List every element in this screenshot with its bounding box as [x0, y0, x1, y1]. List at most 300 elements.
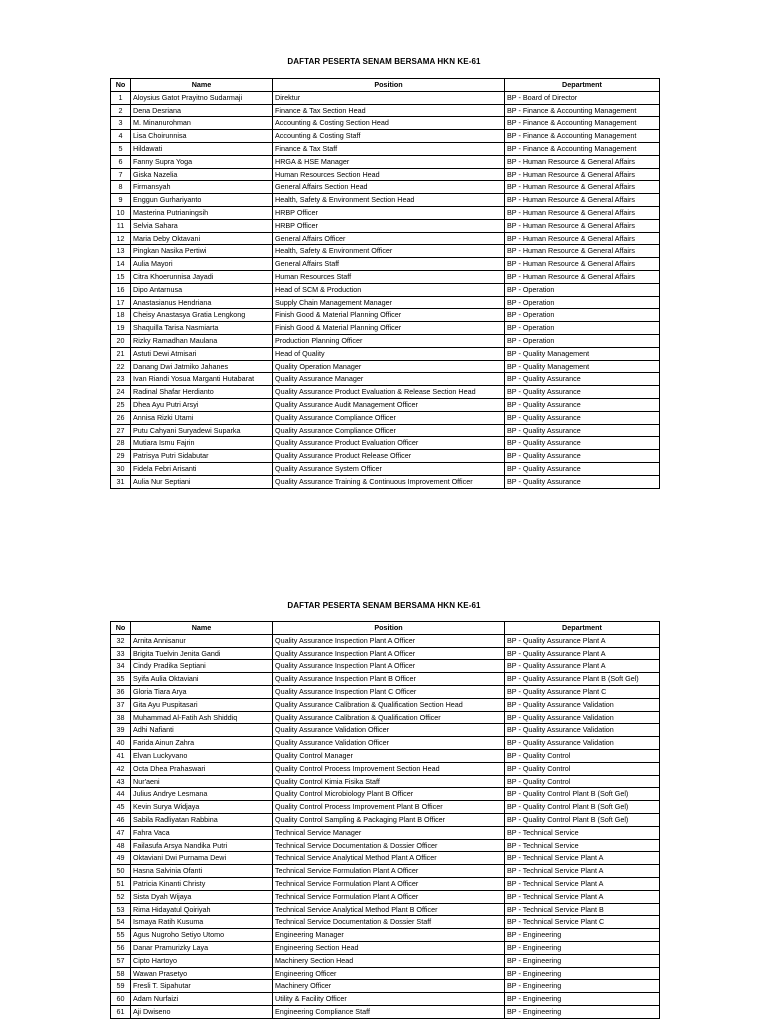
table-row — [111, 877, 660, 890]
table-row — [111, 424, 660, 437]
table-row — [111, 334, 660, 347]
cell-department: BP - Quality Assurance Validation — [505, 724, 660, 737]
cell-department: BP - Human Resource & General Affairs — [505, 155, 660, 168]
cell-position: HRBP Officer — [273, 219, 505, 232]
cell-no: 14 — [111, 258, 131, 271]
cell-name: Agus Nugroho Setiyo Utomo — [131, 929, 273, 942]
cell-position: Head of SCM & Production — [273, 283, 505, 296]
header-position: Position — [273, 79, 505, 92]
cell-name: Fresli T. Sipahutar — [131, 980, 273, 993]
table-header-row — [111, 622, 660, 635]
cell-no: 42 — [111, 762, 131, 775]
table-row — [111, 634, 660, 647]
cell-position: Quality Assurance Training & Continuous Improvement Officer — [273, 475, 505, 488]
table-row — [111, 181, 660, 194]
table-row — [111, 941, 660, 954]
cell-department: BP - Human Resource & General Affairs — [505, 194, 660, 207]
cell-position: Technical Service Analytical Method Plant B Officer — [273, 903, 505, 916]
cell-name: M. Minanurohman — [131, 117, 273, 130]
cell-department: BP - Quality Assurance Validation — [505, 711, 660, 724]
cell-no: 53 — [111, 903, 131, 916]
cell-name: Firmansyah — [131, 181, 273, 194]
cell-position: Production Planning Officer — [273, 334, 505, 347]
cell-position: Quality Assurance Product Evaluation & Release Section Head — [273, 386, 505, 399]
table-row — [111, 270, 660, 283]
cell-position: Head of Quality — [273, 347, 505, 360]
table-row — [111, 890, 660, 903]
cell-department: BP - Finance & Accounting Management — [505, 130, 660, 143]
cell-name: Syifa Aulia Oktaviani — [131, 673, 273, 686]
cell-no: 56 — [111, 941, 131, 954]
table-row — [111, 309, 660, 322]
cell-position: Quality Assurance System Officer — [273, 462, 505, 475]
cell-name: Ivan Riandi Yosua Marganti Hutabarat — [131, 373, 273, 386]
table-row — [111, 967, 660, 980]
cell-no: 33 — [111, 647, 131, 660]
table-row — [111, 373, 660, 386]
cell-department: BP - Quality Assurance Plant A — [505, 660, 660, 673]
cell-no: 2 — [111, 104, 131, 117]
cell-name: Wawan Prasetyo — [131, 967, 273, 980]
cell-no: 24 — [111, 386, 131, 399]
cell-position: Quality Control Microbiology Plant B Officer — [273, 788, 505, 801]
cell-no: 46 — [111, 813, 131, 826]
cell-department: BP - Quality Control Plant B (Soft Gel) — [505, 801, 660, 814]
cell-department: BP - Quality Control — [505, 775, 660, 788]
cell-no: 51 — [111, 877, 131, 890]
table-row — [111, 258, 660, 271]
header-position: Position — [273, 622, 505, 635]
cell-position: Quality Control Sampling & Packaging Plant B Officer — [273, 813, 505, 826]
cell-name: Rima Hidayatul Qoiriyah — [131, 903, 273, 916]
cell-position: Quality Assurance Inspection Plant B Officer — [273, 673, 505, 686]
cell-position: Finance & Tax Section Head — [273, 104, 505, 117]
cell-department: BP - Quality Assurance Plant A — [505, 647, 660, 660]
cell-name: Aji Dwiseno — [131, 1005, 273, 1018]
table-row — [111, 916, 660, 929]
cell-department: BP - Quality Assurance — [505, 475, 660, 488]
table-row — [111, 206, 660, 219]
cell-position: Quality Assurance Calibration & Qualification Section Head — [273, 698, 505, 711]
table-row — [111, 194, 660, 207]
cell-no: 17 — [111, 296, 131, 309]
table-row — [111, 775, 660, 788]
header-name: Name — [131, 79, 273, 92]
cell-no: 21 — [111, 347, 131, 360]
cell-department: BP - Quality Assurance — [505, 411, 660, 424]
cell-department: BP - Human Resource & General Affairs — [505, 232, 660, 245]
cell-department: BP - Technical Service Plant A — [505, 877, 660, 890]
cell-position: Quality Assurance Inspection Plant A Officer — [273, 660, 505, 673]
header-no: No — [111, 79, 131, 92]
cell-no: 23 — [111, 373, 131, 386]
table-body-1 — [111, 91, 660, 488]
cell-no: 16 — [111, 283, 131, 296]
cell-name: Masterina Putrianingsih — [131, 206, 273, 219]
cell-name: Selvia Sahara — [131, 219, 273, 232]
cell-position: Finish Good & Material Planning Officer — [273, 309, 505, 322]
cell-name: Sista Dyah Wijaya — [131, 890, 273, 903]
cell-name: Julius Andrye Lesmana — [131, 788, 273, 801]
cell-department: BP - Operation — [505, 283, 660, 296]
cell-department: BP - Operation — [505, 322, 660, 335]
table-row — [111, 839, 660, 852]
table-row — [111, 788, 660, 801]
cell-name: Gita Ayu Puspitasari — [131, 698, 273, 711]
cell-no: 45 — [111, 801, 131, 814]
cell-name: Elvan Luckyvano — [131, 749, 273, 762]
table-row — [111, 168, 660, 181]
cell-department: BP - Quality Control Plant B (Soft Gel) — [505, 813, 660, 826]
cell-position: HRGA & HSE Manager — [273, 155, 505, 168]
cell-no: 43 — [111, 775, 131, 788]
cell-department: BP - Quality Assurance — [505, 424, 660, 437]
table-row — [111, 142, 660, 155]
cell-name: Pingkan Nasika Pertiwi — [131, 245, 273, 258]
cell-department: BP - Finance & Accounting Management — [505, 142, 660, 155]
cell-no: 19 — [111, 322, 131, 335]
cell-no: 29 — [111, 450, 131, 463]
cell-no: 1 — [111, 91, 131, 104]
cell-name: Citra Khoerunnisa Jayadi — [131, 270, 273, 283]
cell-department: BP - Human Resource & General Affairs — [505, 270, 660, 283]
cell-position: Quality Assurance Inspection Plant A Officer — [273, 634, 505, 647]
cell-name: Putu Cahyani Suryadewi Suparka — [131, 424, 273, 437]
cell-position: Quality Control Process Improvement Section Head — [273, 762, 505, 775]
table-row — [111, 117, 660, 130]
cell-department: BP - Quality Control Plant B (Soft Gel) — [505, 788, 660, 801]
table-row — [111, 660, 660, 673]
cell-position: Technical Service Documentation & Dossier Officer — [273, 839, 505, 852]
table-body-2 — [111, 634, 660, 1018]
page-title-1: DAFTAR PESERTA SENAM BERSAMA HKN KE-61 — [287, 57, 481, 66]
cell-name: Cindy Pradika Septiani — [131, 660, 273, 673]
page-title-2: DAFTAR PESERTA SENAM BERSAMA HKN KE-61 — [287, 601, 481, 610]
cell-no: 18 — [111, 309, 131, 322]
table-row — [111, 232, 660, 245]
table-row — [111, 698, 660, 711]
table-row — [111, 155, 660, 168]
cell-no: 44 — [111, 788, 131, 801]
cell-position: Engineering Section Head — [273, 941, 505, 954]
cell-name: Cheisy Anastasya Gratia Lengkong — [131, 309, 273, 322]
table-row — [111, 437, 660, 450]
cell-department: BP - Engineering — [505, 967, 660, 980]
cell-name: Aloysius Gatot Prayitno Sudarmaji — [131, 91, 273, 104]
cell-name: Patrisya Putri Sidabutar — [131, 450, 273, 463]
cell-no: 50 — [111, 865, 131, 878]
table-row — [111, 801, 660, 814]
cell-department: BP - Operation — [505, 296, 660, 309]
cell-position: Finish Good & Material Planning Officer — [273, 322, 505, 335]
cell-name: Enggun Gurhariyanto — [131, 194, 273, 207]
cell-no: 12 — [111, 232, 131, 245]
cell-department: BP - Engineering — [505, 941, 660, 954]
header-department: Department — [505, 622, 660, 635]
cell-department: BP - Engineering — [505, 954, 660, 967]
cell-position: Quality Control Kimia Fisika Staff — [273, 775, 505, 788]
cell-no: 31 — [111, 475, 131, 488]
cell-department: BP - Quality Assurance Plant C — [505, 685, 660, 698]
table-row — [111, 865, 660, 878]
cell-department: BP - Finance & Accounting Management — [505, 117, 660, 130]
cell-department: BP - Quality Management — [505, 347, 660, 360]
table-row — [111, 360, 660, 373]
cell-name: Anastasianus Hendriana — [131, 296, 273, 309]
cell-position: Engineering Compliance Staff — [273, 1005, 505, 1018]
cell-position: Quality Assurance Validation Officer — [273, 737, 505, 750]
table-row — [111, 398, 660, 411]
table-row — [111, 647, 660, 660]
cell-name: Astuti Dewi Atmisari — [131, 347, 273, 360]
cell-no: 61 — [111, 1005, 131, 1018]
cell-name: Farida Ainun Zahra — [131, 737, 273, 750]
cell-name: Aulia Mayori — [131, 258, 273, 271]
cell-department: BP - Quality Assurance — [505, 437, 660, 450]
cell-position: Machinery Officer — [273, 980, 505, 993]
cell-no: 32 — [111, 634, 131, 647]
cell-position: Machinery Section Head — [273, 954, 505, 967]
cell-no: 47 — [111, 826, 131, 839]
cell-no: 9 — [111, 194, 131, 207]
cell-name: Mutiara Ismu Fajrin — [131, 437, 273, 450]
cell-position: Supply Chain Management Manager — [273, 296, 505, 309]
table-row — [111, 386, 660, 399]
table-header-row — [111, 79, 660, 92]
table-row — [111, 91, 660, 104]
cell-name: Arnita Annisanur — [131, 634, 273, 647]
cell-no: 55 — [111, 929, 131, 942]
cell-no: 22 — [111, 360, 131, 373]
cell-department: BP - Operation — [505, 334, 660, 347]
cell-department: BP - Technical Service Plant A — [505, 890, 660, 903]
cell-name: Cipto Hartoyo — [131, 954, 273, 967]
table-row — [111, 852, 660, 865]
cell-position: Technical Service Formulation Plant A Officer — [273, 865, 505, 878]
table-row — [111, 813, 660, 826]
cell-no: 41 — [111, 749, 131, 762]
cell-no: 58 — [111, 967, 131, 980]
participants-table-1 — [110, 78, 660, 489]
cell-name: Dena Desriana — [131, 104, 273, 117]
cell-position: Health, Safety & Environment Section Head — [273, 194, 505, 207]
cell-position: Quality Operation Manager — [273, 360, 505, 373]
cell-department: BP - Operation — [505, 309, 660, 322]
cell-no: 6 — [111, 155, 131, 168]
cell-position: Quality Control Manager — [273, 749, 505, 762]
cell-name: Gloria Tiara Arya — [131, 685, 273, 698]
cell-department: BP - Technical Service — [505, 826, 660, 839]
cell-position: Quality Assurance Inspection Plant C Officer — [273, 685, 505, 698]
cell-position: Accounting & Costing Staff — [273, 130, 505, 143]
cell-no: 13 — [111, 245, 131, 258]
cell-department: BP - Quality Assurance — [505, 450, 660, 463]
cell-department: BP - Quality Assurance Validation — [505, 737, 660, 750]
cell-name: Rizky Ramadhan Maulana — [131, 334, 273, 347]
cell-position: Engineering Officer — [273, 967, 505, 980]
cell-no: 49 — [111, 852, 131, 865]
table-row — [111, 475, 660, 488]
cell-department: BP - Engineering — [505, 993, 660, 1006]
cell-name: Aulia Nur Septiani — [131, 475, 273, 488]
cell-name: Adam Nurfaizi — [131, 993, 273, 1006]
table-row — [111, 685, 660, 698]
table-row — [111, 347, 660, 360]
cell-name: Dhea Ayu Putri Arsyi — [131, 398, 273, 411]
cell-no: 40 — [111, 737, 131, 750]
table-row — [111, 737, 660, 750]
cell-no: 8 — [111, 181, 131, 194]
cell-position: Quality Assurance Validation Officer — [273, 724, 505, 737]
table-row — [111, 450, 660, 463]
cell-department: BP - Human Resource & General Affairs — [505, 206, 660, 219]
header-name: Name — [131, 622, 273, 635]
cell-no: 27 — [111, 424, 131, 437]
cell-no: 39 — [111, 724, 131, 737]
cell-no: 20 — [111, 334, 131, 347]
cell-no: 28 — [111, 437, 131, 450]
cell-position: Accounting & Costing Section Head — [273, 117, 505, 130]
table-row — [111, 762, 660, 775]
cell-no: 15 — [111, 270, 131, 283]
cell-position: General Affairs Section Head — [273, 181, 505, 194]
cell-position: Technical Service Formulation Plant A Officer — [273, 890, 505, 903]
cell-department: BP - Quality Assurance Plant B (Soft Gel) — [505, 673, 660, 686]
cell-no: 60 — [111, 993, 131, 1006]
cell-no: 36 — [111, 685, 131, 698]
cell-department: BP - Technical Service Plant C — [505, 916, 660, 929]
cell-department: BP - Quality Control — [505, 749, 660, 762]
cell-no: 25 — [111, 398, 131, 411]
cell-name: Shaquilla Tarisa Nasmiarta — [131, 322, 273, 335]
cell-position: Quality Assurance Compliance Officer — [273, 411, 505, 424]
cell-no: 34 — [111, 660, 131, 673]
cell-name: Muhammad Al-Fatih Ash Shiddiq — [131, 711, 273, 724]
table-row — [111, 993, 660, 1006]
cell-position: Quality Assurance Manager — [273, 373, 505, 386]
cell-department: BP - Quality Control — [505, 762, 660, 775]
cell-no: 38 — [111, 711, 131, 724]
cell-department: BP - Finance & Accounting Management — [505, 104, 660, 117]
header-department: Department — [505, 79, 660, 92]
cell-department: BP - Engineering — [505, 929, 660, 942]
cell-name: Octa Dhea Prahaswari — [131, 762, 273, 775]
cell-name: Hildawati — [131, 142, 273, 155]
cell-position: Quality Assurance Audit Management Officer — [273, 398, 505, 411]
cell-department: BP - Quality Assurance Validation — [505, 698, 660, 711]
cell-department: BP - Quality Assurance — [505, 462, 660, 475]
table-row — [111, 980, 660, 993]
cell-department: BP - Board of Director — [505, 91, 660, 104]
cell-department: BP - Quality Management — [505, 360, 660, 373]
cell-position: Human Resources Staff — [273, 270, 505, 283]
cell-name: Nur'aeni — [131, 775, 273, 788]
table-row — [111, 673, 660, 686]
cell-position: Quality Assurance Product Evaluation Officer — [273, 437, 505, 450]
cell-position: Human Resources Section Head — [273, 168, 505, 181]
cell-name: Radinal Shafar Herdianto — [131, 386, 273, 399]
cell-position: Technical Service Manager — [273, 826, 505, 839]
cell-department: BP - Quality Assurance — [505, 398, 660, 411]
cell-name: Maria Deby Oktavani — [131, 232, 273, 245]
cell-position: Technical Service Analytical Method Plant A Officer — [273, 852, 505, 865]
cell-name: Annisa Rizki Utami — [131, 411, 273, 424]
cell-department: BP - Quality Assurance — [505, 386, 660, 399]
cell-position: Technical Service Formulation Plant A Officer — [273, 877, 505, 890]
cell-no: 26 — [111, 411, 131, 424]
cell-position: HRBP Officer — [273, 206, 505, 219]
cell-position: Utility & Facility Officer — [273, 993, 505, 1006]
cell-position: General Affairs Staff — [273, 258, 505, 271]
cell-no: 35 — [111, 673, 131, 686]
cell-department: BP - Human Resource & General Affairs — [505, 258, 660, 271]
table-row — [111, 826, 660, 839]
cell-name: Hasna Salvinia Ofanti — [131, 865, 273, 878]
header-no: No — [111, 622, 131, 635]
cell-name: Brigita Tuelvin Jenita Gandi — [131, 647, 273, 660]
cell-no: 48 — [111, 839, 131, 852]
participants-table-2 — [110, 621, 660, 1019]
cell-name: Danang Dwi Jatmiko Jahanes — [131, 360, 273, 373]
table-row — [111, 724, 660, 737]
cell-name: Lisa Choirunnisa — [131, 130, 273, 143]
cell-position: Technical Service Documentation & Dossier Staff — [273, 916, 505, 929]
cell-department: BP - Technical Service Plant A — [505, 865, 660, 878]
cell-name: Fidela Febri Arisanti — [131, 462, 273, 475]
table-row — [111, 245, 660, 258]
cell-position: Engineering Manager — [273, 929, 505, 942]
cell-position: Quality Control Process Improvement Plant B Officer — [273, 801, 505, 814]
cell-position: Health, Safety & Environment Officer — [273, 245, 505, 258]
cell-no: 5 — [111, 142, 131, 155]
table-row — [111, 903, 660, 916]
cell-position: Quality Assurance Inspection Plant A Officer — [273, 647, 505, 660]
cell-no: 30 — [111, 462, 131, 475]
cell-no: 37 — [111, 698, 131, 711]
cell-position: Direktur — [273, 91, 505, 104]
cell-department: BP - Quality Assurance Plant A — [505, 634, 660, 647]
cell-name: Sabila Radliyatan Rabbina — [131, 813, 273, 826]
table-row — [111, 104, 660, 117]
cell-position: Finance & Tax Staff — [273, 142, 505, 155]
cell-position: Quality Assurance Product Release Officer — [273, 450, 505, 463]
cell-name: Patricia Kinanti Christy — [131, 877, 273, 890]
table-row — [111, 411, 660, 424]
cell-department: BP - Human Resource & General Affairs — [505, 245, 660, 258]
table-row — [111, 929, 660, 942]
cell-no: 10 — [111, 206, 131, 219]
cell-no: 3 — [111, 117, 131, 130]
cell-position: Quality Assurance Compliance Officer — [273, 424, 505, 437]
cell-no: 54 — [111, 916, 131, 929]
table-row — [111, 322, 660, 335]
cell-department: BP - Engineering — [505, 1005, 660, 1018]
cell-name: Fanny Supra Yoga — [131, 155, 273, 168]
cell-name: Adhi Nafianti — [131, 724, 273, 737]
cell-department: BP - Human Resource & General Affairs — [505, 219, 660, 232]
table-row — [111, 1005, 660, 1018]
cell-department: BP - Engineering — [505, 980, 660, 993]
table-row — [111, 462, 660, 475]
cell-name: Failasufa Arsya Nandika Putri — [131, 839, 273, 852]
cell-name: Fahra Vaca — [131, 826, 273, 839]
table-row — [111, 749, 660, 762]
cell-no: 11 — [111, 219, 131, 232]
cell-department: BP - Technical Service Plant B — [505, 903, 660, 916]
table-row — [111, 219, 660, 232]
cell-no: 7 — [111, 168, 131, 181]
cell-name: Giska Nazelia — [131, 168, 273, 181]
